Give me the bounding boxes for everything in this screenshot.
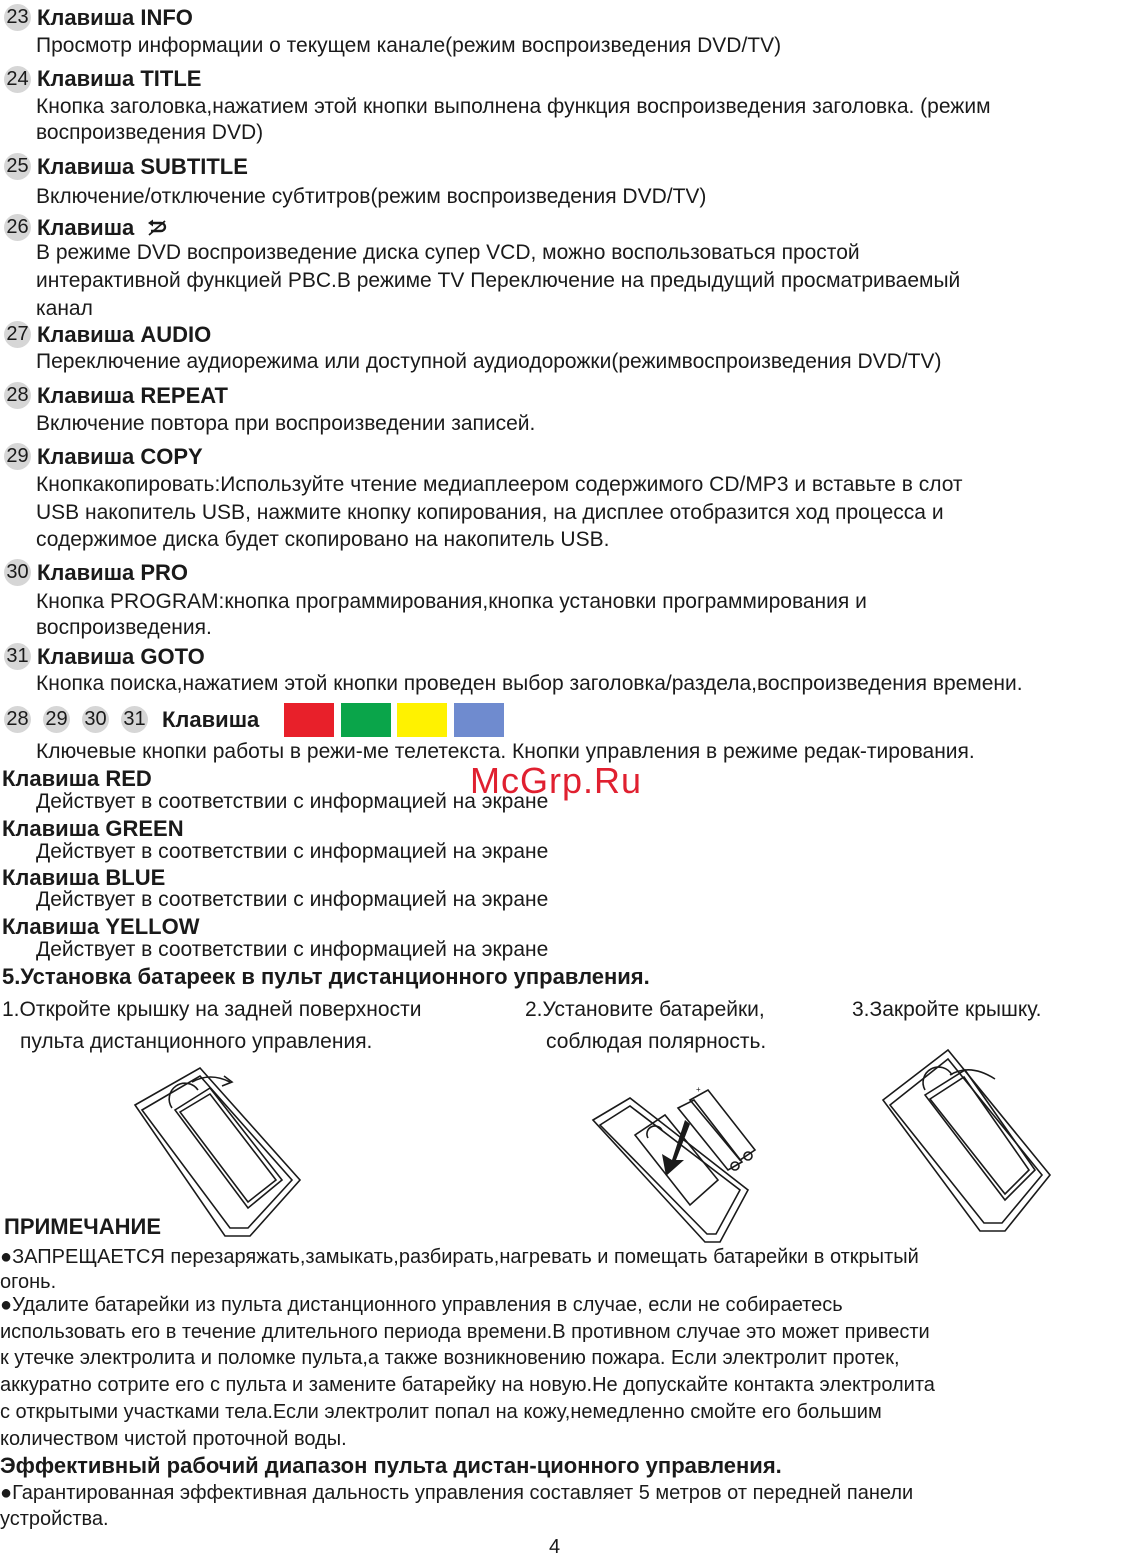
key-description: интерактивной функцией PBC.В режиме TV Переключение на предыдущий просматриваемый bbox=[36, 269, 961, 292]
key-description: Кнопкакопировать:Используйте чтение медиаплеером содержимого CD/MP3 и вставьте в слот bbox=[36, 473, 963, 496]
battery-section-title: 5.Установка батареек в пульт дистанционного управления. bbox=[2, 964, 650, 989]
range-line: ●Гарантированная эффективная дальность управления составляет 5 метров от передней панели bbox=[0, 1482, 914, 1504]
key-heading: Клавиша bbox=[37, 215, 135, 240]
return-arrow-icon bbox=[146, 219, 168, 237]
key-description: Кнопка PROGRAM:кнопка программирования,кнопка установки программирования и bbox=[36, 590, 867, 613]
note-line: к утечке электролита и поломке пульта,а также возникновению пожара. Если электролит протек, bbox=[0, 1347, 900, 1369]
remote-insert-batteries-illustration bbox=[590, 1080, 765, 1245]
red-key-description: Действует в соответствии с информацией на экране bbox=[36, 790, 549, 813]
key-heading: Клавиша GOTO bbox=[37, 644, 205, 669]
key-number-badge: 27 bbox=[4, 321, 31, 348]
key-description: Переключение аудиорежима или доступной аудиодорожки(режимвоспроизведения DVD/TV) bbox=[36, 350, 942, 373]
green-key-description: Действует в соответствии с информацией на экране bbox=[36, 840, 549, 863]
key-description: Включение повтора при воспроизведении записей. bbox=[36, 412, 536, 435]
key-description: Кнопка заголовка,нажатием этой кнопки выполнена функция воспроизведения заголовка. (режим bbox=[36, 95, 991, 118]
key-heading: Клавиша TITLE bbox=[37, 66, 202, 91]
key-heading: Клавиша COPY bbox=[37, 444, 203, 469]
blue-key-swatch bbox=[454, 703, 504, 737]
key-description: воспроизведения DVD) bbox=[36, 121, 264, 144]
note-line: с открытыми участками тела.Если электролит попал на кожу,немедленно смойте его большим bbox=[0, 1401, 882, 1423]
key-description: содержимое диска будет скопировано на накопитель USB. bbox=[36, 528, 610, 551]
note-line: ●Удалите батарейки из пульта дистанционного управления в случае, если не собираетесь bbox=[0, 1294, 843, 1316]
key-description: канал bbox=[36, 297, 93, 320]
key-heading: Клавиша INFO bbox=[37, 5, 193, 30]
blue-key-heading: Клавиша BLUE bbox=[2, 865, 166, 890]
key-number-badge: 25 bbox=[4, 153, 31, 180]
range-line: устройства. bbox=[0, 1508, 109, 1530]
yellow-key-description: Действует в соответствии с информацией на экране bbox=[36, 938, 549, 961]
blue-key-description: Действует в соответствии с информацией на экране bbox=[36, 888, 549, 911]
step-1-line-2: пульта дистанционного управления. bbox=[20, 1030, 373, 1053]
key-heading: Клавиша SUBTITLE bbox=[37, 154, 248, 179]
remote-close-cover-illustration bbox=[880, 1045, 1060, 1235]
step-2-line-2: соблюдая полярность. bbox=[546, 1030, 767, 1053]
step-3-line-1: 3.Закройте крышку. bbox=[852, 998, 1042, 1021]
key-description: воспроизведения. bbox=[36, 616, 212, 639]
key-number-badge: 31 bbox=[4, 643, 31, 670]
key-number-badge: 26 bbox=[4, 214, 31, 241]
key-number-badge: 24 bbox=[4, 66, 31, 93]
svg-text:-: - bbox=[678, 1103, 681, 1112]
key-number-badge: 29 bbox=[43, 706, 70, 733]
key-number-badge: 28 bbox=[4, 382, 31, 409]
key-heading: Клавиша AUDIO bbox=[37, 322, 212, 347]
yellow-key-swatch bbox=[397, 703, 447, 737]
color-keys-description: Ключевые кнопки работы в режи-ме телетекста. Кнопки управления в режиме редак-тирования. bbox=[36, 740, 975, 763]
key-number-badge: 28 bbox=[4, 706, 31, 733]
key-number-badge: 30 bbox=[82, 706, 109, 733]
key-description: В режиме DVD воспроизведение диска супер VCD, можно воспользоваться простой bbox=[36, 241, 860, 264]
key-number-badge: 23 bbox=[4, 4, 31, 31]
note-title: ПРИМЕЧАНИЕ bbox=[4, 1214, 162, 1239]
note-line: использовать его в течение длительного периода времени.В противном случае это может привести bbox=[0, 1321, 930, 1343]
range-title: Эффективный рабочий диапазон пульта дистан-ционного управления. bbox=[0, 1453, 782, 1478]
step-1-line-1: 1.Откройте крышку на задней поверхности bbox=[2, 998, 422, 1021]
key-number-badge: 29 bbox=[4, 443, 31, 470]
green-key-heading: Клавиша GREEN bbox=[2, 816, 184, 841]
remote-open-cover-illustration bbox=[130, 1060, 310, 1240]
note-line: количеством чистой проточной воды. bbox=[0, 1428, 347, 1450]
key-description: USB накопитель USB, нажмите кнопку копирования, на дисплее отобразится ход процесса и bbox=[36, 501, 944, 524]
yellow-key-heading: Клавиша YELLOW bbox=[2, 914, 200, 939]
color-keys-heading: Клавиша bbox=[162, 707, 260, 732]
key-number-badge: 30 bbox=[4, 559, 31, 586]
key-number-badge: 31 bbox=[121, 706, 148, 733]
key-heading: Клавиша REPEAT bbox=[37, 383, 228, 408]
key-description: Включение/отключение субтитров(режим воспроизведения DVD/TV) bbox=[36, 185, 707, 208]
note-line: огонь. bbox=[0, 1271, 57, 1293]
red-key-heading: Клавиша RED bbox=[2, 766, 152, 791]
step-2-line-1: 2.Установите батарейки, bbox=[525, 998, 765, 1021]
note-line: аккуратно сотрите его с пульта и замените батарейку на новую.Не допускайте контакта электролита bbox=[0, 1374, 935, 1396]
page-number: 4 bbox=[549, 1536, 561, 1558]
note-line: ●ЗАПРЕЩАЕТСЯ перезаряжать,замыкать,разбирать,нагревать и помещать батарейки в открытый bbox=[0, 1246, 919, 1268]
watermark: McGrp.Ru bbox=[470, 760, 643, 801]
key-heading: Клавиша PRO bbox=[37, 560, 189, 585]
red-key-swatch bbox=[284, 703, 334, 737]
svg-text:+: + bbox=[696, 1085, 701, 1094]
key-description: Кнопка поиска,нажатием этой кнопки проведен выбор заголовка/раздела,воспроизведения времени. bbox=[36, 672, 1023, 695]
key-description: Просмотр информации о текущем канале(режим воспроизведения DVD/TV) bbox=[36, 34, 782, 57]
green-key-swatch bbox=[341, 703, 391, 737]
